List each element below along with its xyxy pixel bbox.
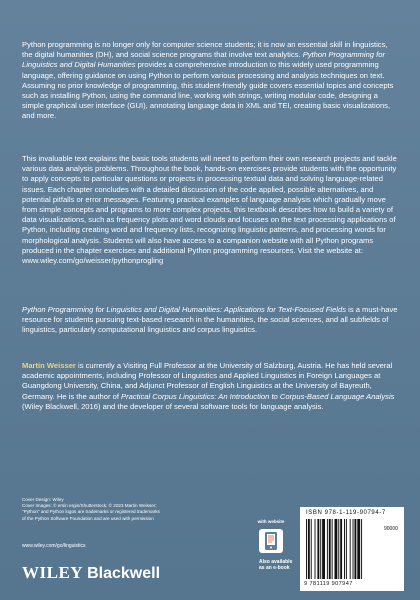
barcode-icon (306, 519, 382, 579)
ebook-device-icon (259, 529, 283, 553)
blackwell-wordmark: Blackwell (87, 565, 161, 582)
author-bio-text: is currently a Visiting Full Professor at the University of Salzburg, Austria. He has held several academic appointments, including Professor of Linguistics and Applied Linguistics in Foreign Languages at Guangdong University, China, and Adjunct Professor of English Linguistics at the University of Bayreuth, Germany. He is the author of (22, 361, 393, 401)
trademark-note: "Python" and Python logos are trademarks or registered trademarks (22, 509, 160, 515)
author-bio (22, 361, 400, 412)
description-text: provides a comprehensive introduction to this widely used programming language, offering guidance on using Python to perform various processing and analysis techniques on text. Assuming no prior knowledge of programming, this student-friendly guide covers essential topics and concepts such as installing Python, using the command line, working with strings, writing modular code, designing a simple graphical user interface (GUI), annotating language data in XML and TEI, creating basic visualizations, and more. (22, 60, 394, 121)
barcode-number: 9 781119 907947 (304, 581, 353, 587)
wiley-blackwell-logo (22, 563, 160, 583)
price-code: 90000 (384, 526, 398, 532)
publisher-website: www.wiley.com/go/linguistics (22, 543, 86, 549)
description-text: Python programming is no longer only for computer science students; it is now an essential skill in linguistics, the digital humanities (DH), and social science programs that involve text analytics. (22, 40, 388, 60)
book-title-italic: Python Programming for Linguistics and Digital Humanities (22, 50, 385, 70)
description-paragraph-3 (22, 305, 400, 336)
cover-images-credit: Cover Images: © ersin ergin/Shutterstock; © 2023 Martin Weisser; (22, 503, 157, 509)
author-bio-text: (Wiley Blackwell, 2016) and the developer of several software tools for language analysis. (22, 401, 324, 411)
wiley-wordmark: WILEY (22, 563, 84, 582)
with-website-badge-text: with website (257, 519, 285, 524)
cover-credits (22, 497, 282, 522)
description-paragraph-1 (22, 40, 400, 122)
trademark-note: of the Python Software Foundation and are used with permission (22, 515, 154, 521)
ebook-label-line: as an e-book (259, 565, 290, 571)
ebook-label-line: Also available (259, 559, 293, 565)
cover-design-credit: Cover Design: Wiley (22, 497, 64, 502)
description-text: is a must-have resource for students pursuing text-based research in the humanities, the social sciences, and all subfields of linguistics, particularly computational linguistics and corpus linguistics. (22, 305, 398, 335)
isbn-text: ISBN 978-1-119-90794-7 (306, 510, 386, 516)
book-title-italic: Python Programming for Linguistics and Digital Humanities: Applications for Text-Focused Fields (22, 305, 347, 314)
ebook-icon (259, 529, 283, 553)
author-book-title: Practical Corpus Linguistics: An Introduction to Corpus-Based Language Analysis (121, 391, 395, 401)
barcode-panel (300, 507, 404, 591)
description-paragraph-2: This invaluable text explains the basic tools students will need to perform their own research projects and tackle various data analysis problems. Throughout the book, hands-on exercises provide students with the opportunity to apply concepts to particular questions or projects in processing textual data and solving language-related issues. Each chapter concludes with a detailed discussion of the code applied, possible alternatives, and potential pitfalls or error messages. Featuring practical examples of language analysis which gradually move from simple concepts and programs to more complex projects, this textbook describes how to build a variety of data visualizations, such as frequency plots and word clouds and focuses on the text processing applications of Python, including creating word and frequency lists, recognizing linguistic patterns, and processing words for morphological analysis. Students will also have access to a companion website with all Python programs produced in the chapter exercises and additional Python programming resources. Visit the website at: www.wiley.com/go/weisser/pythonprogling (22, 154, 397, 266)
author-name: Martin Weisser (22, 361, 76, 370)
